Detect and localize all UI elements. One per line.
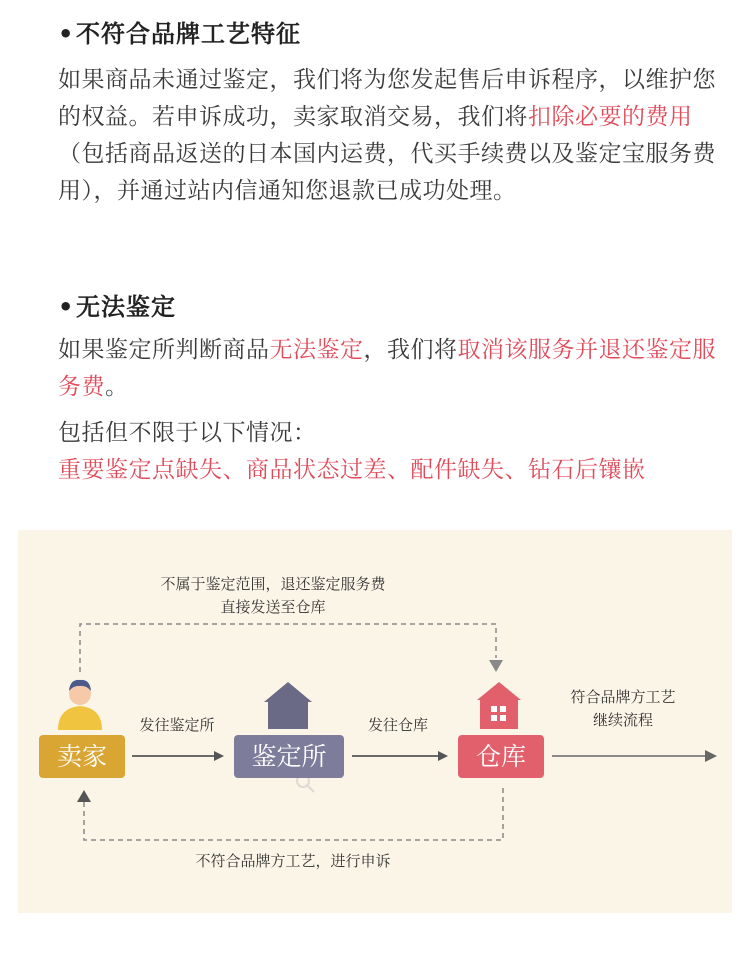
arrow1-label: 发往鉴定所 — [139, 716, 215, 734]
highlight-text: 无法鉴定 — [269, 337, 364, 363]
heading-text: 不符合品牌工艺特征 — [76, 20, 301, 48]
arrow2-label: 发往仓库 — [367, 716, 428, 734]
unverifiable-paragraph — [58, 332, 738, 406]
warehouse-node: 仓库 — [458, 735, 544, 778]
highlight-text: 取消该服务并退还鉴定服务费 — [58, 337, 716, 400]
section-heading-unverifiable — [58, 287, 176, 322]
highlight-text: 扣除必要的费用 — [528, 104, 693, 130]
cases-paragraph — [58, 415, 738, 489]
bullet: • — [58, 293, 75, 321]
heading-text: 无法鉴定 — [76, 293, 176, 321]
paragraph-text: （包括商品返送的日本国内运费，代买手续费以及鉴定宝服务费用），并通过站内信通知您退款已成功处理。 — [58, 141, 716, 204]
person-icon — [58, 680, 102, 730]
section-heading-mismatch — [58, 14, 301, 49]
continue-note-line1: 符合品牌方工艺 — [570, 688, 676, 706]
flow-diagram — [18, 530, 732, 913]
store-icon — [477, 682, 521, 729]
seller-node: 卖家 — [39, 735, 125, 778]
bullet: • — [58, 20, 75, 48]
cases-label: 包括但不限于以下情况： — [58, 420, 317, 446]
appeal-line — [84, 788, 503, 840]
continue-note-line2: 继续流程 — [592, 711, 653, 729]
paragraph-text: 如果商品未通过鉴定，我们将为您发起售后申诉程序，以维护您的权益。若申诉成功，卖家取消交易，我们将 — [58, 67, 716, 130]
skip-arrowhead — [489, 660, 503, 672]
skip-to-warehouse-line — [80, 624, 496, 672]
skip-note-line2: 直接发送至仓库 — [220, 598, 326, 616]
house-icon — [264, 682, 312, 729]
paragraph-text: 。 — [105, 374, 129, 400]
paragraph-text: 如果鉴定所判断商品 — [58, 337, 270, 363]
appeal-note: 不符合品牌方工艺，进行申诉 — [195, 852, 391, 870]
mismatch-paragraph — [58, 62, 738, 210]
appraisal-center-node: 鉴定所 — [234, 735, 344, 778]
paragraph-text: ，我们将 — [363, 337, 458, 363]
skip-note-line1: 不属于鉴定范围，退还鉴定服务费 — [160, 575, 386, 593]
appeal-arrowhead — [77, 790, 91, 802]
cases-list: 重要鉴定点缺失、商品状态过差、配件缺失、钻石后镶嵌 — [58, 457, 646, 483]
